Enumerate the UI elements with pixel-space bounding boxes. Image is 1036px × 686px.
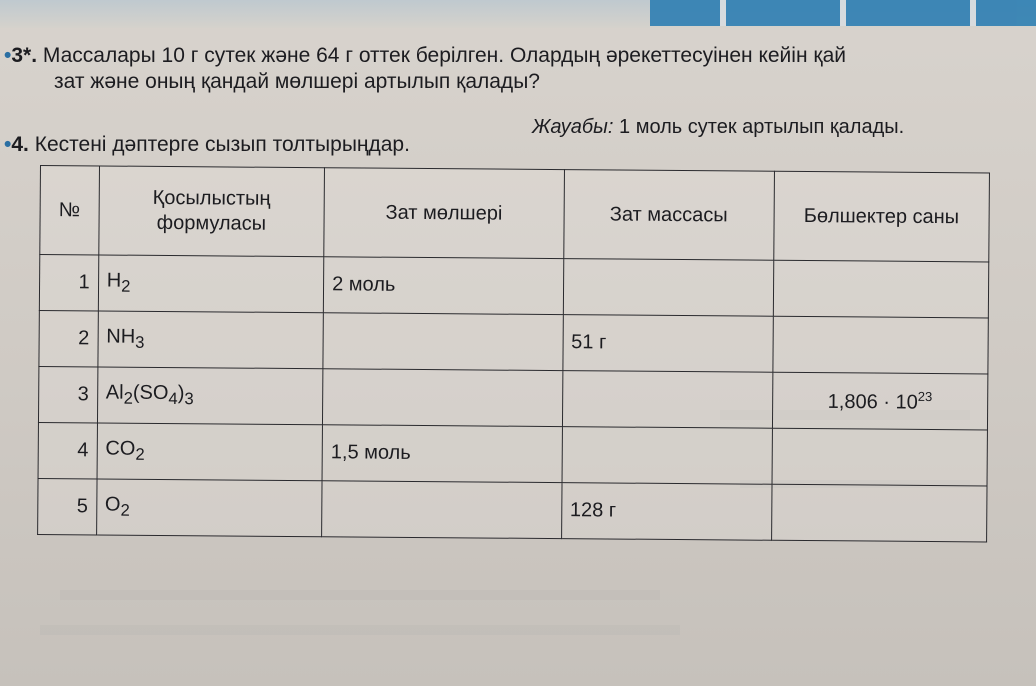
row-number: 1 [39,255,98,311]
problem-3-answer [532,116,904,139]
problem-3-line1: Массалары 10 г сутек және 64 г оттек берілген. Олардың әрекеттесуінен кейін қай [42,44,846,67]
particles-cell [773,316,989,374]
mass-cell [563,259,773,317]
particles-cell [773,260,989,318]
header-no: № [40,166,99,255]
amount-cell [323,369,563,427]
mass-cell: 128 г [561,483,771,541]
mass-cell: 51 г [562,315,772,373]
formula-cell: $Al_2(SO_4)_3$ [97,367,323,425]
table-header-row [40,166,990,262]
bullet-icon: • [4,44,12,67]
mass-cell [562,427,772,485]
row-number: 5 [38,478,97,534]
problem-4 [4,133,410,157]
problem-3-number: 3*. [11,44,38,67]
problem-4-text: Кестені дәптерге сызып толтырыңдар. [34,133,410,156]
header-particles: Бөлшектер саны [773,171,989,262]
header-mass: Зат массасы [563,170,774,261]
answer-text: 1 моль сутек артылып қалады. [619,116,905,138]
row-number: 3 [38,366,97,422]
formula-cell: $H_2$ [98,255,324,313]
formula-cell: $O_2$ [96,479,322,537]
mass-cell [562,371,772,429]
amount-cell: 1,5 моль [322,425,562,483]
header-color-block [650,0,1036,26]
table-row [38,478,987,541]
header-stripe [840,0,846,26]
particles-cell: $1,806 \cdot 10^{23}$ [772,372,988,430]
problem-3-line2: зат және оның қандай мөлшері артылып қалады? [54,70,540,93]
table-row [39,310,988,373]
header-formula [98,166,324,257]
problem-3 [4,44,846,68]
header-stripe [970,0,976,26]
table-row [39,255,988,318]
particles-cell [771,484,987,542]
answer-label: Жауабы: [532,116,614,138]
header-amount: Зат мөлшері [324,168,564,259]
problem-4-number: 4. [11,133,29,156]
row-number: 2 [39,310,98,366]
header-formula-line1: Қосылыстың [152,186,271,210]
header-formula-line2: формуласы [156,211,267,235]
bullet-icon: • [4,133,12,156]
formula-cell: $NH_3$ [98,311,324,369]
header-stripe [720,0,726,26]
amount-cell: 2 моль [323,257,563,315]
row-number: 4 [38,422,97,478]
table-row [38,366,987,429]
particles-cell [772,428,988,486]
amount-cell [322,481,562,539]
amount-cell [323,313,563,371]
formula-cell: $CO_2$ [97,423,323,481]
table-row [38,422,987,485]
compound-table [37,165,990,542]
